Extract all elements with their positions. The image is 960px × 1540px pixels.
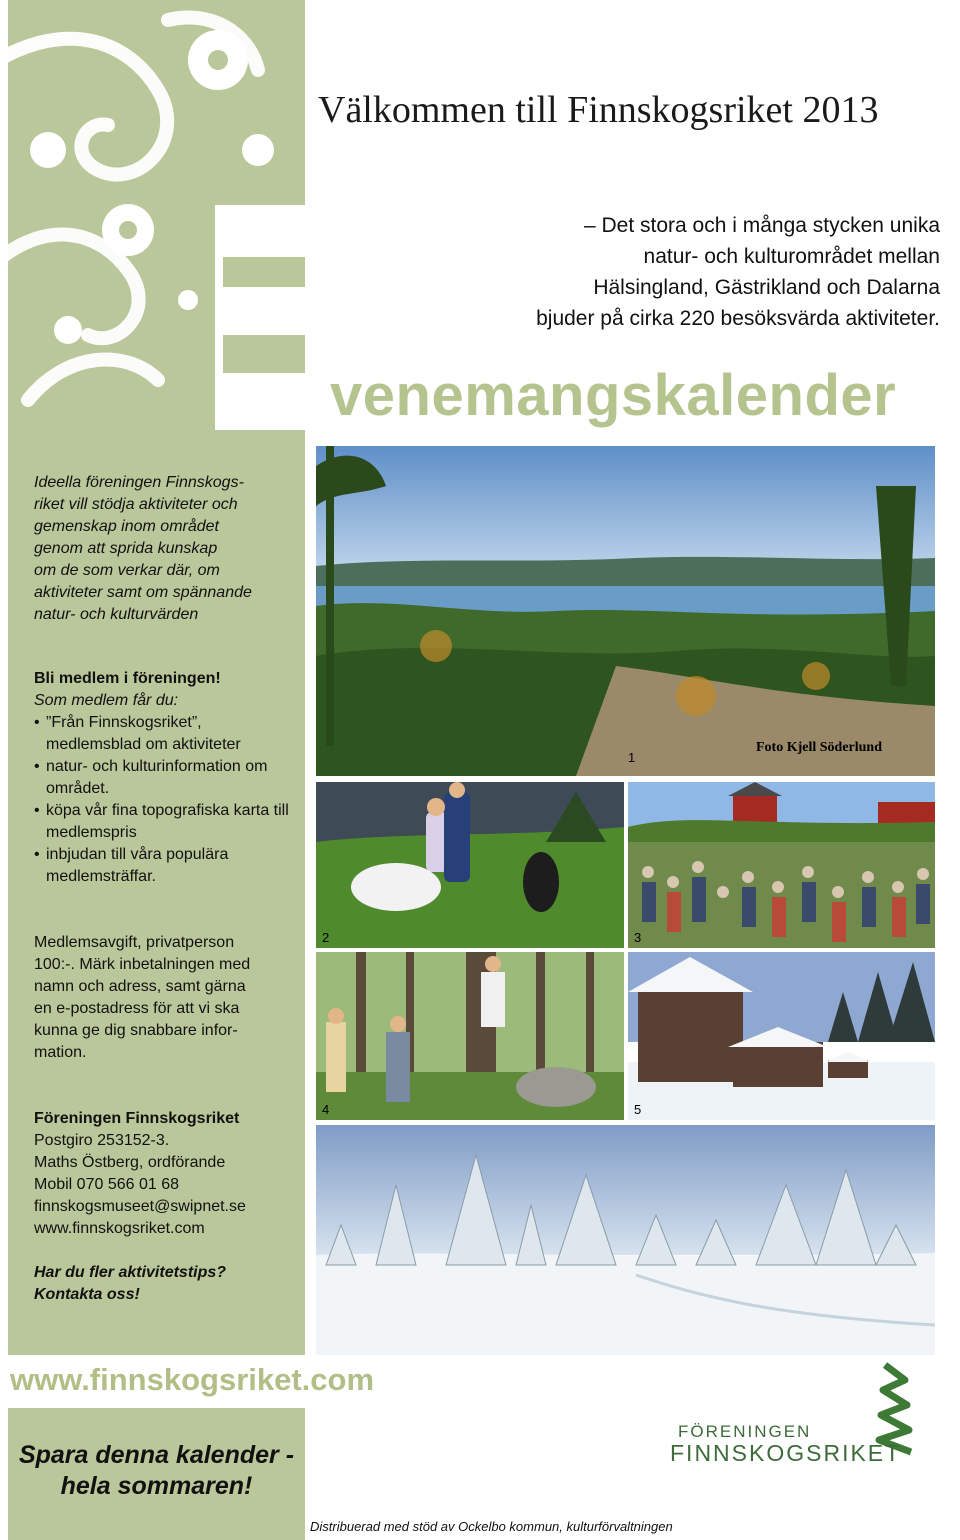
subtitle-line: Hälsingland, Gästrikland och Dalarna bbox=[593, 276, 940, 299]
fee-line: mation. bbox=[34, 1044, 87, 1061]
photo-snowy-forest bbox=[316, 1125, 935, 1355]
save-line: Spara denna kalender - bbox=[18, 1441, 295, 1469]
contact-line: Mobil 070 566 01 68 bbox=[34, 1176, 179, 1193]
subtitle-line: – Det stora och i många stycken unika bbox=[583, 214, 940, 237]
photo-snow-cabins bbox=[628, 952, 935, 1120]
logo-text-line1: FÖRENINGEN bbox=[678, 1422, 812, 1441]
tips-line: Kontakta oss! bbox=[34, 1286, 140, 1303]
membership-section bbox=[34, 668, 294, 888]
contact-section bbox=[34, 1108, 294, 1240]
tips-line: Har du fler aktivitetstips? bbox=[34, 1264, 227, 1281]
photo-crowd bbox=[628, 782, 935, 948]
subtitle bbox=[420, 210, 940, 334]
intro-line: natur- och kulturvärden bbox=[34, 606, 199, 623]
subtitle-line: bjuder på cirka 220 besöksvärda aktiviteter. bbox=[536, 307, 940, 330]
contact-heading: Föreningen Finnskogsriket bbox=[34, 1110, 240, 1127]
calendar-heading: venemangskalender bbox=[330, 363, 897, 428]
photo-number-4: 4 bbox=[322, 1102, 330, 1117]
website-url[interactable]: www.finnskogsriket.com bbox=[10, 1362, 375, 1397]
contact-line: Postgiro 253152-3. bbox=[34, 1132, 170, 1149]
intro-line: aktiviteter samt om spännande bbox=[34, 584, 252, 601]
page-title: Välkommen till Finnskogsriket 2013 bbox=[318, 89, 879, 131]
photo-credit: Foto Kjell Söderlund bbox=[756, 740, 883, 755]
intro-line: gemenskap inom området bbox=[34, 518, 219, 535]
distribution-note: Distribuerad med stöd av Ockelbo kommun, kulturförvaltningen bbox=[310, 1519, 673, 1534]
contact-line: Maths Östberg, ordförande bbox=[34, 1154, 226, 1171]
fee-line: 100:-. Märk inbetalningen med bbox=[34, 956, 251, 973]
photo-number-2: 2 bbox=[322, 930, 330, 945]
membership-bullet: • ”Från Finnskogsriket”, medlemsblad om aktiviteter bbox=[34, 714, 241, 753]
photo-number-1: 1 bbox=[628, 750, 636, 765]
fee-line: Medlemsavgift, privatperson bbox=[34, 934, 235, 951]
intro-text bbox=[34, 472, 294, 626]
photo-number-5: 5 bbox=[634, 1102, 642, 1117]
membership-subheading: Som medlem får du: bbox=[34, 692, 179, 709]
fee-text bbox=[34, 932, 294, 1064]
subtitle-line: natur- och kulturområdet mellan bbox=[643, 245, 940, 268]
intro-line: Ideella föreningen Finnskogs- bbox=[34, 474, 244, 491]
logo-text-line2: FINNSKOGSRIKET bbox=[670, 1440, 902, 1466]
photo-goats bbox=[316, 782, 624, 948]
intro-line: riket vill stödja aktiviteter och bbox=[34, 496, 238, 513]
membership-bullet: • köpa vår fina topografiska karta till medlemspris bbox=[34, 802, 289, 841]
membership-bullet: • natur- och kulturinformation om området. bbox=[34, 758, 268, 797]
save-line: hela sommaren! bbox=[60, 1472, 253, 1500]
fee-line: namn och adress, samt gärna bbox=[34, 978, 246, 995]
email-link[interactable]: finnskogsmuseet@swipnet.se bbox=[34, 1198, 246, 1215]
photo-forest-walk bbox=[316, 952, 624, 1120]
save-text bbox=[8, 1440, 305, 1502]
heading-initial-e bbox=[215, 205, 305, 430]
photo-lake-landscape bbox=[316, 446, 935, 776]
tips-text bbox=[34, 1262, 294, 1306]
fee-line: en e-postadress för att vi ska bbox=[34, 1000, 240, 1017]
website-link[interactable]: www.finnskogsriket.com bbox=[34, 1220, 205, 1237]
photo-number-3: 3 bbox=[634, 930, 642, 945]
membership-heading: Bli medlem i föreningen! bbox=[34, 670, 221, 687]
membership-bullet: • inbjudan till våra populära medlemsträffar. bbox=[34, 846, 229, 885]
intro-line: genom att sprida kunskap bbox=[34, 540, 218, 557]
intro-line: om de som verkar där, om bbox=[34, 562, 220, 579]
fee-line: kunna ge dig snabbare infor- bbox=[34, 1022, 238, 1039]
